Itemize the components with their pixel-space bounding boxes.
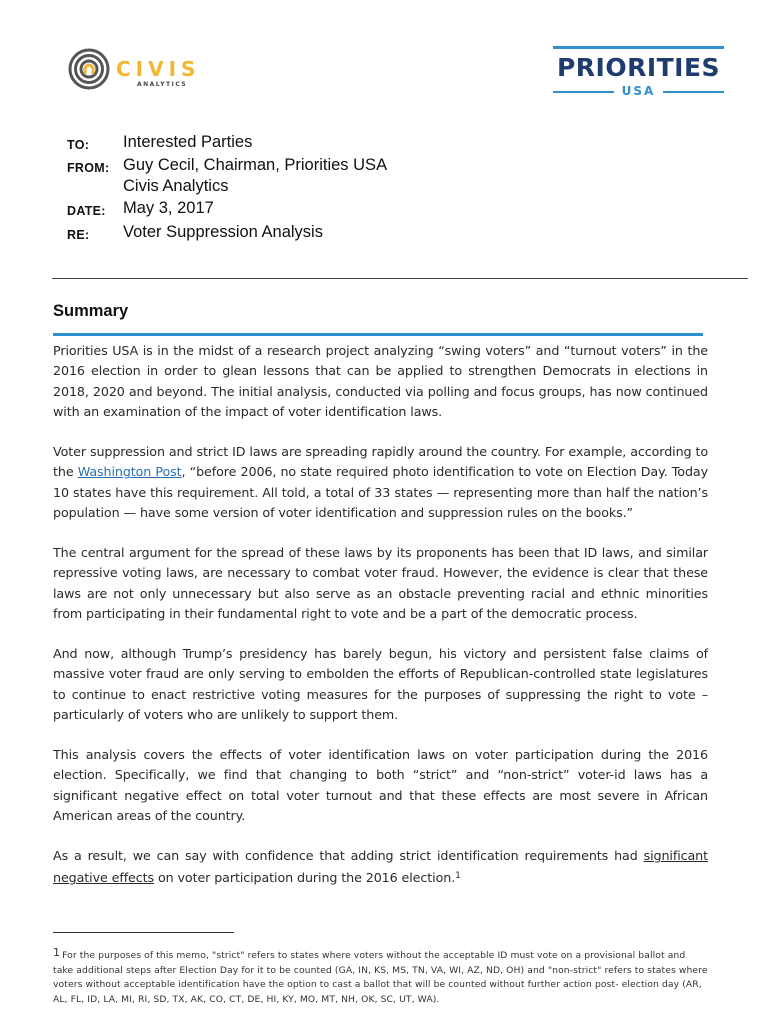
summary-heading: Summary bbox=[53, 302, 129, 320]
memo-to-label: TO: bbox=[67, 138, 90, 152]
paragraph-6-text-a: As a result, we can say with confidence that adding strict identification requirements had bbox=[53, 848, 644, 863]
footnote-divider bbox=[53, 932, 234, 933]
priorities-usa-logo bbox=[553, 46, 724, 98]
memo-date-label: DATE: bbox=[67, 204, 106, 218]
summary-paragraph-4: And now, although Trump’s presidency has barely begun, his victory and persistent false claims of massive voter fraud are only serving to embolden the efforts of Republican-controlled state legislatures to continue to enact restrictive voting measures for the purposes of suppressing the right to vote – particularly of voters who are unlikely to support them. bbox=[53, 646, 708, 722]
memo-date-value: May 3, 2017 bbox=[123, 199, 214, 217]
header-divider bbox=[52, 278, 748, 279]
summary-paragraph-2 bbox=[53, 442, 708, 523]
priorities-usa-row bbox=[553, 84, 724, 98]
paragraph-2-text-b: , “before 2006, no state required photo identification to vote on Election Day. Today 10 states have this requirement. All told, a total of 33 states — representing more than half the nation’s population — have some version of voter identification and suppression rules on the books.” bbox=[53, 464, 708, 520]
washington-post-link[interactable]: Washington Post bbox=[77, 464, 182, 480]
paragraph-6-text-b: on voter participation during the 2016 election. bbox=[154, 870, 456, 886]
civis-target-icon bbox=[68, 48, 110, 90]
memo-re-label: RE: bbox=[67, 228, 90, 242]
civis-wordmark: CIVIS bbox=[116, 57, 201, 81]
memo-from-value-2: Civis Analytics bbox=[123, 177, 229, 195]
civis-analytics-logo bbox=[68, 48, 228, 92]
summary-rule bbox=[53, 333, 703, 336]
memo-from-value: Guy Cecil, Chairman, Priorities USA bbox=[123, 156, 388, 174]
summary-paragraph-3: The central argument for the spread of these laws by its proponents has been that ID laws, and similar repressive voting laws, are necessary to combat voter fraud. However, the evidence is clear that these laws are not only unnecessary but also serve as an obstacle preventing racial and ethnic minorities from participating in their fundamental right to vote and be a part of the democratic process. bbox=[53, 545, 708, 621]
summary-paragraph-6 bbox=[53, 846, 708, 889]
priorities-left-rule bbox=[553, 91, 614, 93]
summary-paragraph-1: Priorities USA is in the midst of a research project analyzing “swing voters” and “turnout voters” in the 2016 election in order to glean lessons that can be applied to strengthen Democrats in elections in 2018, 2020 and beyond. The initial analysis, conducted via polling and focus groups, has now continued with an examination of the impact of voter identification laws. bbox=[53, 343, 708, 419]
paragraph-2-text-a: Voter suppression and strict ID laws are spreading rapidly around the country. For example, according to the bbox=[53, 444, 708, 480]
civis-subtitle: ANALYTICS bbox=[137, 81, 188, 88]
priorities-right-rule bbox=[663, 91, 724, 93]
memo-from-label: FROM: bbox=[67, 161, 110, 175]
footnote bbox=[53, 946, 708, 1007]
summary-paragraph-5: This analysis covers the effects of voter identification laws on voter participation during the 2016 election. Specifically, we find that changing to both “strict” and “non-strict” voter-id laws has a significant negative effect on total voter turnout and that these effects are most severe in African American areas of the country. bbox=[53, 747, 708, 823]
paragraph-6-underlined: significant negative effects bbox=[53, 848, 708, 886]
footnote-text: For the purposes of this memo, "strict" refers to states where voters without the acceptable ID must vote on a provisional ballot and take additional steps after Election Day for it to be counted (GA, IN, KS, MS, TN, VA, WI, AZ, ND, OH) and "non-strict" refers to states where voters without acceptable identification have the option to cast a ballot that will be counted without further action post- election day (AR, AL, FL, ID, LA, MI, RI, SD, TX, AK, CO, CT, DE, HI, KY, MO, MT, NH, OK, SC, UT, WA). bbox=[53, 950, 708, 1005]
footnote-reference: 1 bbox=[455, 871, 461, 882]
priorities-top-rule bbox=[553, 46, 724, 49]
memo-to-value: Interested Parties bbox=[123, 133, 253, 151]
priorities-wordmark: PRIORITIES bbox=[556, 53, 721, 82]
memo-re-value: Voter Suppression Analysis bbox=[123, 223, 323, 241]
footnote-number: 1 bbox=[53, 946, 61, 959]
priorities-usa-text: USA bbox=[621, 84, 656, 98]
